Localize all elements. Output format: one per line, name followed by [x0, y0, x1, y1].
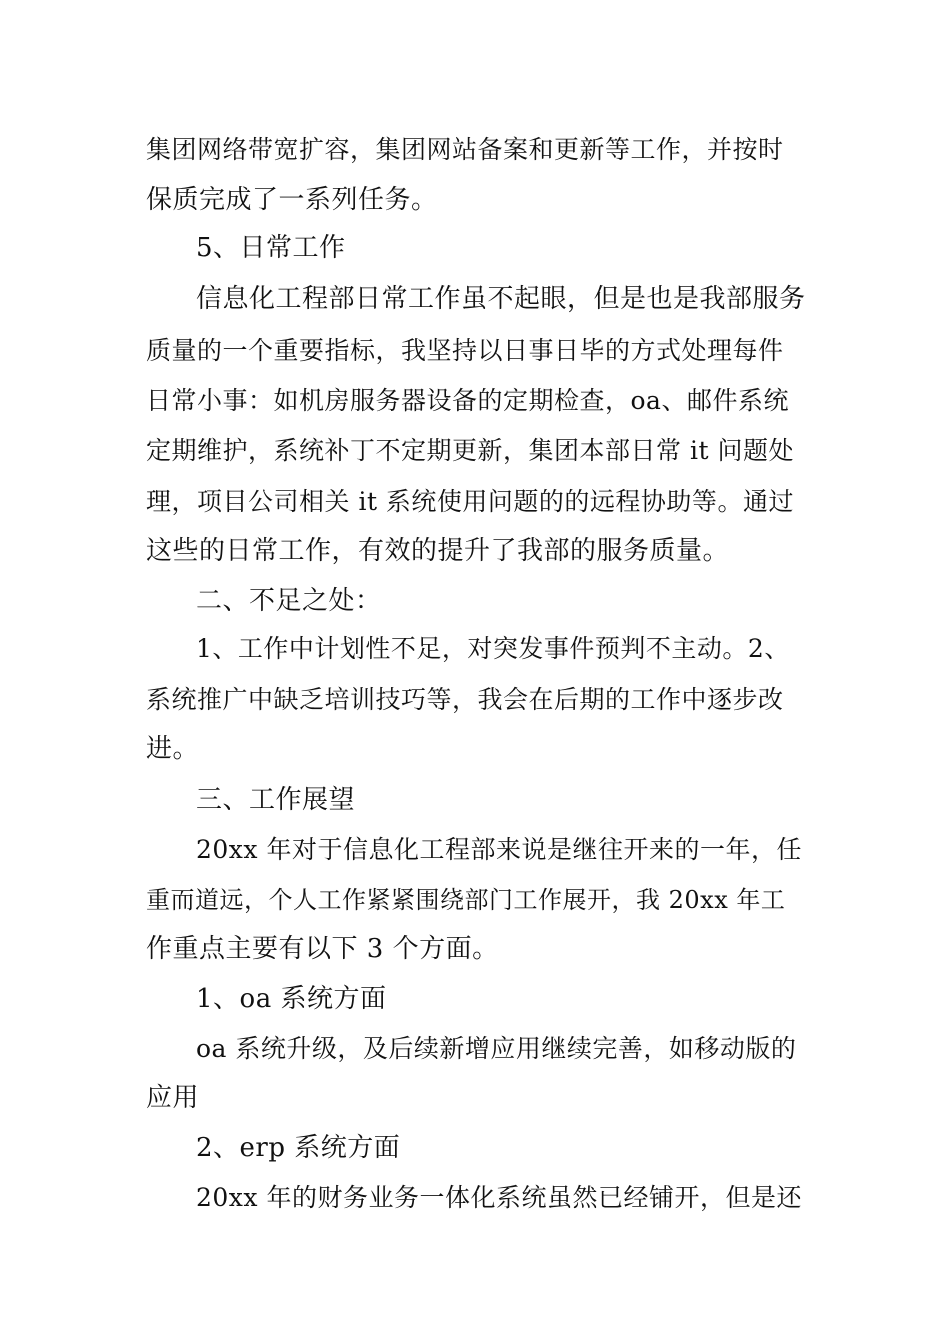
paragraph-line: 应用	[146, 1083, 200, 1113]
paragraph-line: 质量的一个重要指标，我坚持以日事日毕的方式处理每件	[146, 336, 784, 365]
section-heading: 三、工作展望	[196, 785, 356, 815]
paragraph-line: 日常小事：如机房服务器设备的定期检查，oa、邮件系统	[146, 386, 789, 415]
paragraph-line: 重而道远，个人工作紧紧围绕部门工作展开，我 20xx 年工	[146, 886, 786, 914]
paragraph-line: 1、工作中计划性不足，对突发事件预判不主动。2、	[196, 634, 790, 663]
paragraph-line: 这些的日常工作，有效的提升了我部的服务质量。	[146, 536, 730, 566]
paragraph-line: 理，项目公司相关 it 系统使用问题的的远程协助等。通过	[146, 487, 794, 516]
paragraph-line: 保质完成了一系列任务。	[146, 185, 438, 215]
section-heading: 2、erp 系统方面	[196, 1133, 401, 1163]
section-heading: 二、不足之处：	[196, 586, 382, 616]
section-heading: 5、日常工作	[196, 233, 346, 263]
paragraph-line: 集团网络带宽扩容，集团网站备案和更新等工作，并按时	[146, 135, 784, 164]
paragraph-line: 系统推广中缺乏培训技巧等，我会在后期的工作中逐步改	[146, 685, 784, 714]
paragraph-line: 20xx 年对于信息化工程部来说是继往开来的一年，任	[196, 835, 802, 864]
paragraph-line: 作重点主要有以下 3 个方面。	[146, 934, 499, 964]
paragraph-line: oa 系统升级，及后续新增应用继续完善，如移动版的	[196, 1034, 797, 1063]
paragraph-line: 进。	[146, 734, 200, 764]
paragraph-line: 20xx 年的财务业务一体化系统虽然已经铺开，但是还	[196, 1183, 802, 1212]
section-heading: 1、oa 系统方面	[196, 984, 387, 1014]
paragraph-line: 信息化工程部日常工作虽不起眼，但是也是我部服务	[196, 284, 806, 314]
paragraph-line: 定期维护，系统补丁不定期更新，集团本部日常 it 问题处	[146, 436, 794, 465]
